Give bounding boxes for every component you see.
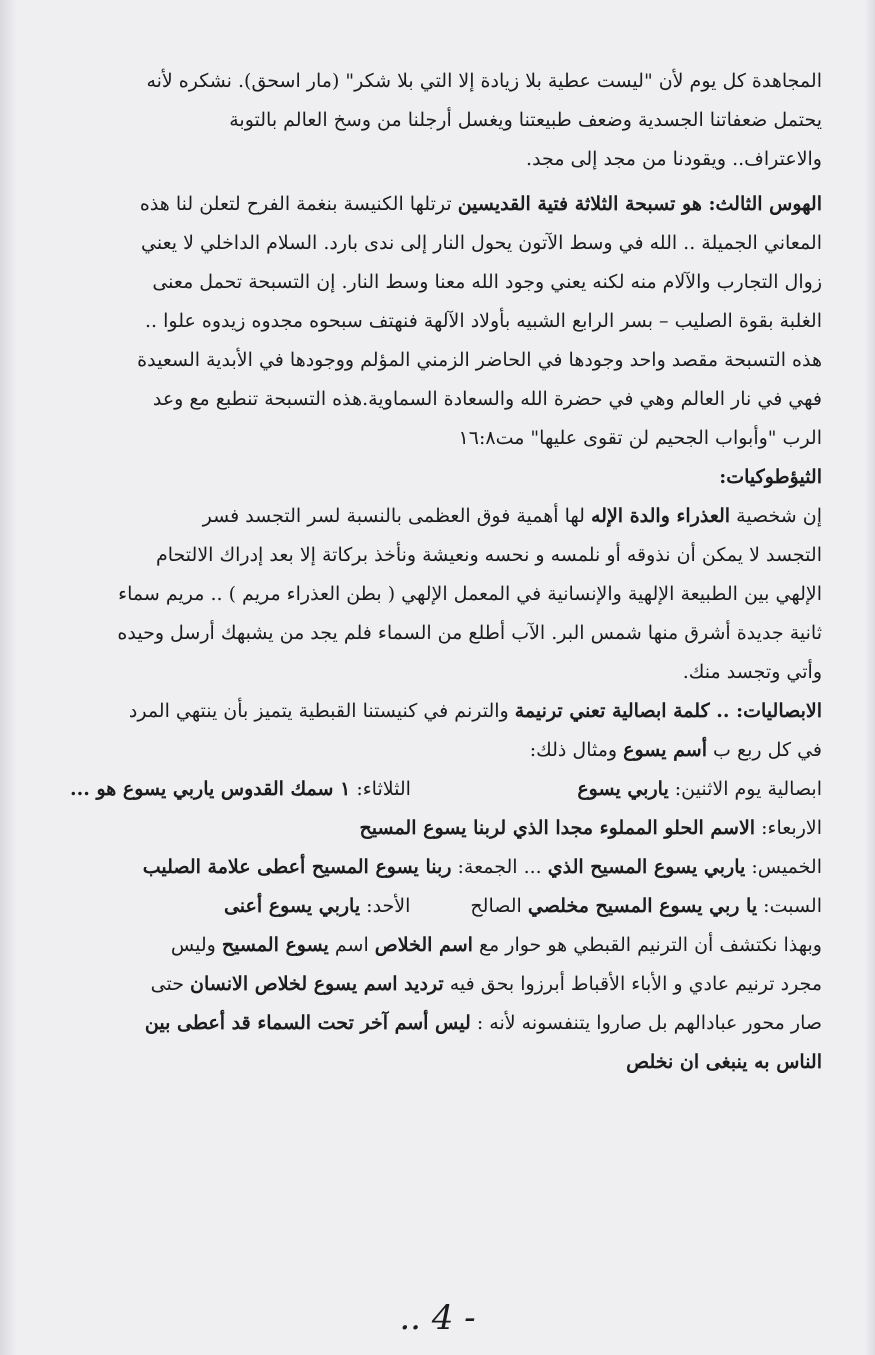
absalyat-line2 bbox=[70, 731, 822, 770]
hos3-line1-rest: ترتلها الكنيسة بنغمة الفرح لتعلن لنا هذه bbox=[139, 193, 458, 215]
jesus-name: أسم يسوع bbox=[623, 739, 708, 761]
text-line: هذه التسبحة مقصد واحد وجودها في الحاضر الزمني المؤلم ووجودها في الأبدية السعيدة bbox=[137, 349, 822, 371]
text-run: مجرد ترنيم عادي و الأباء الأقباط أبرزوا بحق فيه bbox=[443, 973, 822, 995]
text-run: حتى bbox=[150, 973, 191, 995]
text-run: لها أهمية فوق العظمى بالنسبة لسر التجسد فسر bbox=[202, 505, 591, 527]
thursday-text: ياربي يسوع المسيح الذي bbox=[547, 856, 746, 878]
text-line: التجسد لا يمكن أن نذوقه أو نلمسه و نحسه ونعيشة ونأخذ بركاتة إلا بعد إدراك الالتحام bbox=[155, 544, 822, 566]
body-text bbox=[70, 62, 822, 1082]
tuesday-text: ١ سمك القدوس ياربي يسوع هو ... bbox=[70, 778, 351, 800]
closing-line4 bbox=[70, 1043, 822, 1082]
sunday-entry bbox=[224, 887, 410, 926]
sunday-text: ياربي يسوع أعنى bbox=[223, 895, 361, 917]
page-right-edge bbox=[865, 0, 875, 1355]
text-run: اسم bbox=[328, 934, 375, 956]
friday-label: ... الجمعة: bbox=[451, 856, 548, 878]
text-line: المعاني الجميلة .. الله في وسط الآتون يحول النار إلى ندى بارد. السلام الداخلي لا يعني bbox=[141, 232, 822, 254]
absalyat-label: الابصاليات bbox=[743, 700, 822, 722]
scripture-quote-end: الناس به ينبغى ان نخلص bbox=[626, 1051, 822, 1073]
page-left-edge bbox=[0, 0, 16, 1355]
monday-tuesday-row bbox=[70, 770, 822, 809]
wednesday-text: الاسم الحلو المملوء مجدا الذي لربنا يسوع المسيح bbox=[359, 817, 756, 839]
virgin-title: العذراء والدة الإله bbox=[591, 505, 731, 527]
sunday-label: الأحد: bbox=[360, 895, 411, 917]
jesus-christ: يسوع المسيح bbox=[221, 934, 329, 956]
wednesday-row bbox=[70, 809, 822, 848]
hos3-subject: هو تسبحة الثلاثة فتية القديسين bbox=[457, 193, 702, 215]
salvation-name: اسم الخلاص bbox=[374, 934, 473, 956]
text-run: في كل ربع ب bbox=[707, 739, 822, 761]
saturday-text: يا ربي يسوع المسيح مخلصي bbox=[527, 895, 758, 917]
text-line: وأتي وتجسد منك. bbox=[682, 661, 822, 683]
closing-line2 bbox=[70, 965, 822, 1004]
closing-line1 bbox=[70, 926, 822, 965]
monday-entry bbox=[577, 770, 822, 809]
saturday-sunday-row bbox=[70, 887, 822, 926]
text-line: الإلهي بين الطبيعة الإلهية والإنسانية في المعمل الإلهي ( بطن العذراء مريم ) .. مريم سماء bbox=[118, 583, 822, 605]
closing-line3 bbox=[70, 1004, 822, 1043]
text-line: ثانية جديدة أشرق منها شمس البر. الآب أطلع من السماء فلم يجد من يشبهك أرسل وحيده bbox=[117, 622, 822, 644]
friday-text: ربنا يسوع المسيح أعطى علامة الصليب bbox=[142, 856, 452, 878]
text-run: صار محور عبادالهم بل صاروا يتنفسونه لأنه : bbox=[470, 1012, 822, 1034]
monday-text: ياربي يسوع bbox=[577, 778, 669, 800]
text-run: وليس bbox=[170, 934, 222, 956]
saturday-rest: الصالح bbox=[470, 895, 528, 917]
theotokias-heading bbox=[70, 458, 822, 497]
saturday-label: السبت: bbox=[757, 895, 822, 917]
text-run: ومثال ذلك: bbox=[529, 739, 624, 761]
theotokias-heading-text: الثيؤطوكيات: bbox=[719, 466, 822, 488]
repeating-name: ترديد اسم يسوع لخلاص الانسان bbox=[190, 973, 444, 995]
page-number: .. 4 - bbox=[399, 1298, 476, 1338]
text-run: وبهذا نكتشف أن الترنيم القبطي هو حوار مع bbox=[472, 934, 822, 956]
text-line: المجاهدة كل يوم لأن "ليست عطية بلا زيادة إلا التي بلا شكر" (مار اسحق). نشكره لأنه bbox=[146, 70, 822, 92]
scripture-quote: ليس أسم آخر تحت السماء قد أعطى بين bbox=[144, 1012, 471, 1034]
text-line: الرب "وأبواب الجحيم لن تقوى عليها" مت١٦:٨ bbox=[458, 427, 822, 449]
hos3-colon: : bbox=[701, 193, 716, 215]
absalyat-colon: : .. bbox=[709, 700, 744, 722]
tuesday-label: الثلاثاء: bbox=[350, 778, 411, 800]
tuesday-entry bbox=[70, 770, 411, 809]
text-line: يحتمل ضعفاتنا الجسدية وضعف طبيعتنا ويغسل أرجلنا من وسخ العالم بالتوبة bbox=[229, 109, 822, 131]
thursday-friday-row bbox=[70, 848, 822, 887]
saturday-entry bbox=[470, 887, 822, 926]
text-line: والاعتراف.. ويقودنا من مجد إلى مجد. bbox=[526, 148, 822, 170]
monday-label: ابصالية يوم الاثنين: bbox=[668, 778, 822, 800]
theotokias-line1 bbox=[70, 497, 822, 536]
text-line: فهي في نار العالم وهي في حضرة الله والسعادة السماوية.هذه التسبحة تنطبع مع وعد bbox=[152, 388, 822, 410]
hos3-line1 bbox=[70, 185, 822, 224]
absalyat-line1 bbox=[70, 692, 822, 731]
text-line: الغلبة بقوة الصليب – بسر الرابع الشبيه بأولاد الآلهة فنهتف سبحوه مجدوه زيدوه علوا .. bbox=[145, 310, 822, 332]
text-run: والترنم في كنيستنا القبطية يتميز بأن ينتهي المرد bbox=[128, 700, 515, 722]
text-line: زوال التجارب والآلام منه لكنه يعني وجود الله معنا وسط النار. إن التسبحة تحمل معنى bbox=[152, 271, 822, 293]
hos3-label: الهوس الثالث bbox=[715, 193, 822, 215]
thursday-label: الخميس: bbox=[745, 856, 822, 878]
wednesday-label: الاربعاء: bbox=[761, 817, 822, 839]
text-run: إن شخصية bbox=[730, 505, 822, 527]
absalyat-subject: كلمة ابصالية تعني ترنيمة bbox=[514, 700, 710, 722]
